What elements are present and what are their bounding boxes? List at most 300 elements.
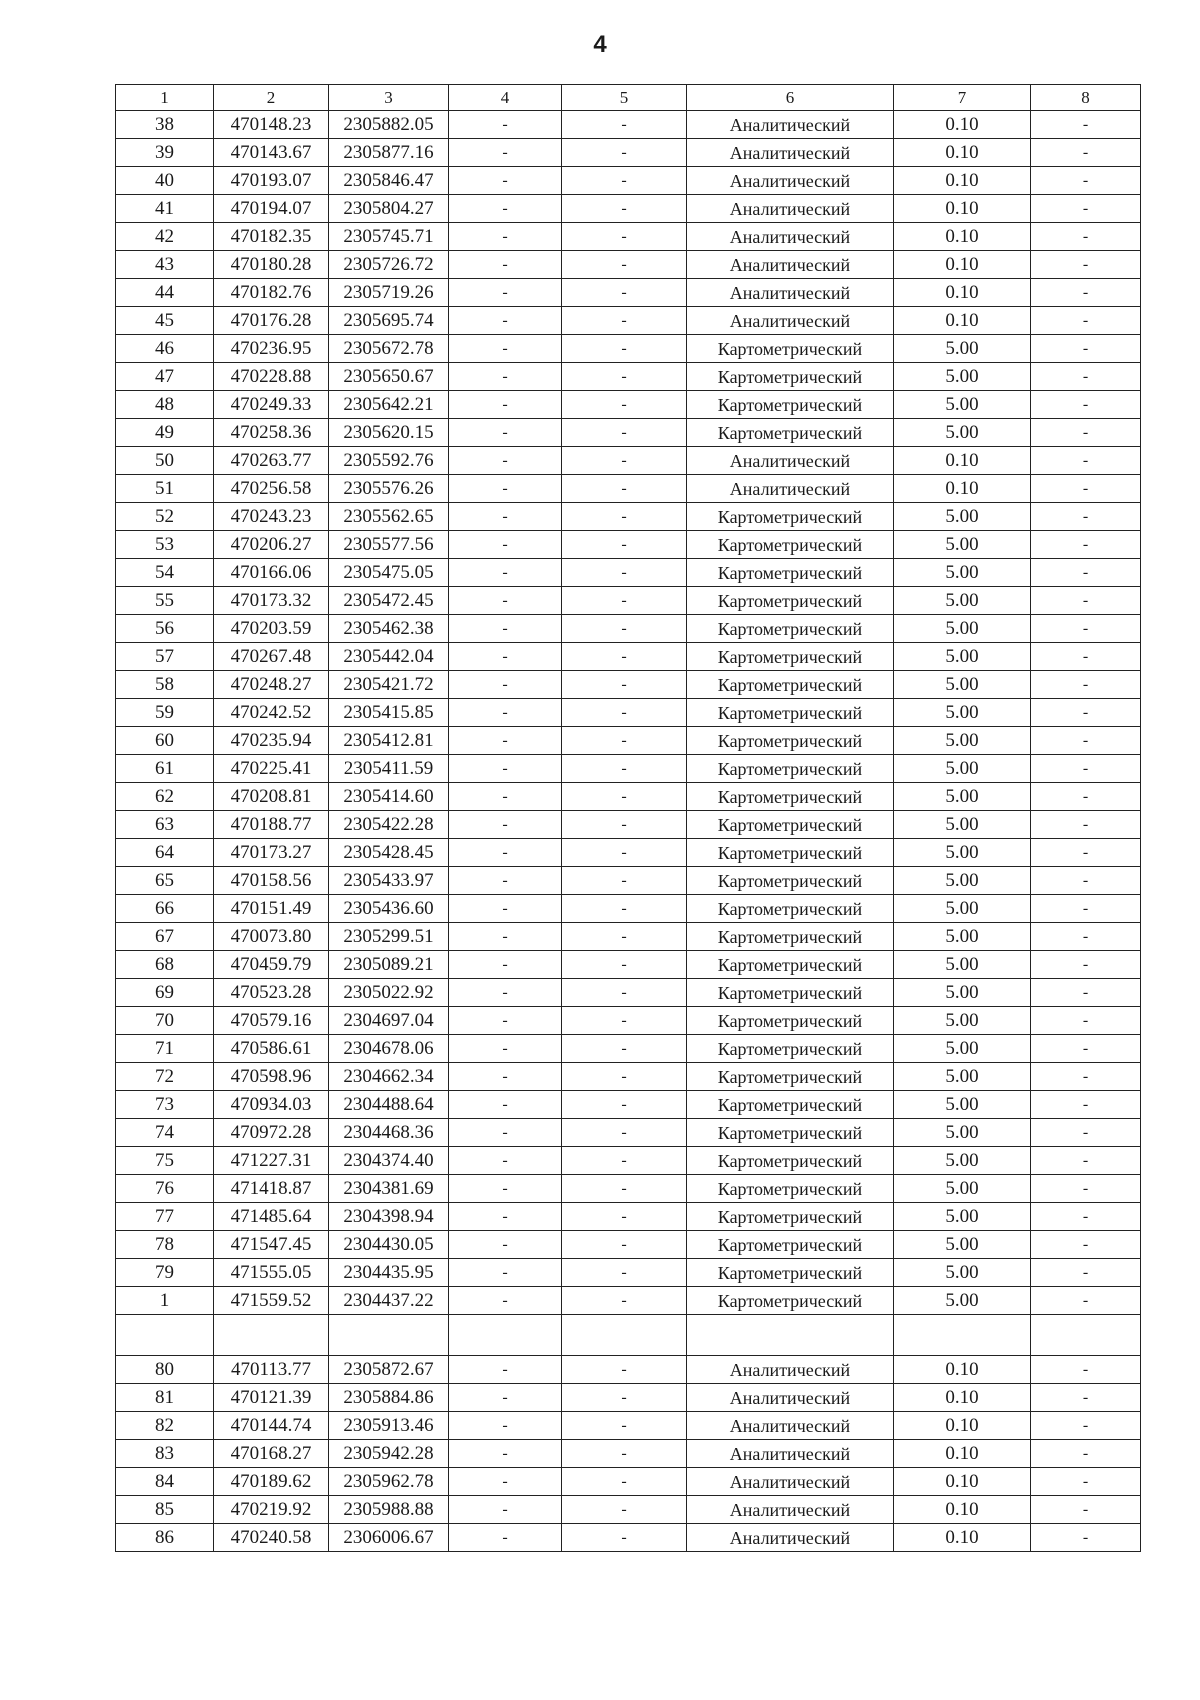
accuracy-cell: 0.10 [894,1356,1031,1384]
method-cell: Картометрический [687,839,894,867]
table-row [116,1259,1141,1287]
column-5-cell: - [562,391,687,419]
column-5-cell: - [562,251,687,279]
column-4-cell: - [449,671,562,699]
point-number-cell [116,1315,214,1356]
column-8-cell: - [1031,475,1141,503]
x-coordinate-cell: 470203.59 [214,615,329,643]
method-cell: Картометрический [687,1007,894,1035]
column-5-cell: - [562,755,687,783]
y-coordinate-cell: 2305877.16 [329,139,449,167]
column-4-cell: - [449,307,562,335]
table-row [116,363,1141,391]
column-5-cell: - [562,867,687,895]
point-number-cell: 51 [116,475,214,503]
method-cell: Картометрический [687,643,894,671]
column-4-cell: - [449,167,562,195]
point-number-cell: 56 [116,615,214,643]
table-row [116,1384,1141,1412]
method-cell: Картометрический [687,867,894,895]
column-8-cell: - [1031,755,1141,783]
point-number-cell: 79 [116,1259,214,1287]
x-coordinate-cell: 470240.58 [214,1524,329,1552]
point-number-cell: 52 [116,503,214,531]
column-4-cell: - [449,419,562,447]
table-row [116,1091,1141,1119]
column-4-cell: - [449,139,562,167]
column-4-cell: - [449,699,562,727]
table-row [116,1315,1141,1356]
point-number-cell: 68 [116,951,214,979]
method-cell: Картометрический [687,1203,894,1231]
column-4-cell: - [449,839,562,867]
y-coordinate-cell: 2304697.04 [329,1007,449,1035]
y-coordinate-cell: 2305414.60 [329,783,449,811]
column-4-cell: - [449,223,562,251]
accuracy-cell: 5.00 [894,1091,1031,1119]
table-row [116,951,1141,979]
table-row [116,615,1141,643]
y-coordinate-cell: 2305422.28 [329,811,449,839]
x-coordinate-cell: 470235.94 [214,727,329,755]
accuracy-cell: 5.00 [894,531,1031,559]
table-row [116,447,1141,475]
accuracy-cell: 5.00 [894,615,1031,643]
column-8-cell: - [1031,923,1141,951]
accuracy-cell: 0.10 [894,223,1031,251]
point-number-cell: 84 [116,1468,214,1496]
column-8-cell: - [1031,1147,1141,1175]
method-cell: Картометрический [687,391,894,419]
column-4-cell: - [449,1203,562,1231]
column-8-cell: - [1031,1035,1141,1063]
column-header: 2 [214,85,329,111]
method-cell: Аналитический [687,1524,894,1552]
table-row [116,1035,1141,1063]
y-coordinate-cell: 2305620.15 [329,419,449,447]
table-row [116,251,1141,279]
column-8-cell: - [1031,1063,1141,1091]
column-8-cell: - [1031,1231,1141,1259]
table-row [116,1119,1141,1147]
column-header: 1 [116,85,214,111]
table-row [116,671,1141,699]
accuracy-cell: 5.00 [894,671,1031,699]
column-8-cell: - [1031,1287,1141,1315]
column-4-cell: - [449,503,562,531]
y-coordinate-cell: 2305872.67 [329,1356,449,1384]
y-coordinate-cell: 2305415.85 [329,699,449,727]
point-number-cell: 48 [116,391,214,419]
column-4-cell: - [449,783,562,811]
column-5-cell: - [562,503,687,531]
point-number-cell: 46 [116,335,214,363]
column-4-cell: - [449,1287,562,1315]
x-coordinate-cell: 470173.32 [214,587,329,615]
method-cell: Картометрический [687,419,894,447]
accuracy-cell: 0.10 [894,111,1031,139]
method-cell: Аналитический [687,167,894,195]
column-8-cell: - [1031,867,1141,895]
method-cell: Картометрический [687,951,894,979]
x-coordinate-cell: 470934.03 [214,1091,329,1119]
point-number-cell: 74 [116,1119,214,1147]
table-row [116,391,1141,419]
method-cell: Картометрический [687,363,894,391]
accuracy-cell: 0.10 [894,139,1031,167]
column-4-cell: - [449,1063,562,1091]
method-cell: Картометрический [687,1175,894,1203]
column-4-cell: - [449,335,562,363]
accuracy-cell: 5.00 [894,923,1031,951]
point-number-cell: 53 [116,531,214,559]
accuracy-cell: 5.00 [894,755,1031,783]
table-row [116,587,1141,615]
y-coordinate-cell: 2305412.81 [329,727,449,755]
x-coordinate-cell: 470236.95 [214,335,329,363]
column-8-cell: - [1031,727,1141,755]
column-8-cell: - [1031,615,1141,643]
table-row [116,195,1141,223]
x-coordinate-cell: 470180.28 [214,251,329,279]
column-4-cell: - [449,363,562,391]
column-8-cell: - [1031,531,1141,559]
column-8-cell: - [1031,195,1141,223]
y-coordinate-cell: 2304468.36 [329,1119,449,1147]
column-4-cell: - [449,1231,562,1259]
method-cell: Картометрический [687,1063,894,1091]
column-5-cell: - [562,1175,687,1203]
point-number-cell: 85 [116,1496,214,1524]
table-row [116,699,1141,727]
point-number-cell: 43 [116,251,214,279]
column-5-cell: - [562,1119,687,1147]
y-coordinate-cell: 2304398.94 [329,1203,449,1231]
column-8-cell: - [1031,139,1141,167]
method-cell: Картометрический [687,1231,894,1259]
point-number-cell: 64 [116,839,214,867]
column-8-cell: - [1031,391,1141,419]
column-5-cell: - [562,671,687,699]
accuracy-cell: 0.10 [894,1496,1031,1524]
accuracy-cell: 5.00 [894,1175,1031,1203]
accuracy-cell: 5.00 [894,783,1031,811]
column-8-cell: - [1031,251,1141,279]
y-coordinate-cell: 2305913.46 [329,1412,449,1440]
column-8-cell: - [1031,363,1141,391]
table-row [116,811,1141,839]
y-coordinate-cell: 2305942.28 [329,1440,449,1468]
table-row [116,111,1141,139]
accuracy-cell: 0.10 [894,279,1031,307]
point-number-cell: 69 [116,979,214,1007]
point-number-cell: 65 [116,867,214,895]
point-number-cell: 70 [116,1007,214,1035]
column-4-cell: - [449,727,562,755]
y-coordinate-cell: 2304430.05 [329,1231,449,1259]
x-coordinate-cell: 470258.36 [214,419,329,447]
y-coordinate-cell: 2305592.76 [329,447,449,475]
point-number-cell: 40 [116,167,214,195]
column-5-cell: - [562,1496,687,1524]
column-5-cell: - [562,587,687,615]
y-coordinate-cell: 2305804.27 [329,195,449,223]
x-coordinate-cell: 470972.28 [214,1119,329,1147]
column-5-cell: - [562,1203,687,1231]
point-number-cell: 77 [116,1203,214,1231]
x-coordinate-cell: 470168.27 [214,1440,329,1468]
x-coordinate-cell: 470256.58 [214,475,329,503]
x-coordinate-cell: 470143.67 [214,139,329,167]
x-coordinate-cell: 470267.48 [214,643,329,671]
method-cell: Картометрический [687,335,894,363]
x-coordinate-cell: 471559.52 [214,1287,329,1315]
column-5-cell: - [562,895,687,923]
y-coordinate-cell: 2304374.40 [329,1147,449,1175]
method-cell: Картометрический [687,755,894,783]
accuracy-cell: 5.00 [894,363,1031,391]
column-5-cell: - [562,307,687,335]
column-5-cell: - [562,335,687,363]
column-4-cell: - [449,979,562,1007]
accuracy-cell: 0.10 [894,1468,1031,1496]
x-coordinate-cell: 471547.45 [214,1231,329,1259]
column-8-cell: - [1031,839,1141,867]
table-row [116,783,1141,811]
y-coordinate-cell: 2305562.65 [329,503,449,531]
page-number: 4 [593,31,607,58]
y-coordinate-cell: 2305642.21 [329,391,449,419]
accuracy-cell [894,1315,1031,1356]
column-8-cell: - [1031,1384,1141,1412]
point-number-cell: 81 [116,1384,214,1412]
column-8-cell: - [1031,335,1141,363]
column-4-cell: - [449,559,562,587]
method-cell: Картометрический [687,1091,894,1119]
accuracy-cell: 5.00 [894,1203,1031,1231]
table-row [116,1147,1141,1175]
column-5-cell: - [562,195,687,223]
point-number-cell: 80 [116,1356,214,1384]
method-cell: Аналитический [687,139,894,167]
y-coordinate-cell: 2305436.60 [329,895,449,923]
column-5-cell: - [562,139,687,167]
method-cell: Аналитический [687,475,894,503]
y-coordinate-cell: 2305421.72 [329,671,449,699]
accuracy-cell: 5.00 [894,867,1031,895]
point-number-cell: 75 [116,1147,214,1175]
column-8-cell: - [1031,951,1141,979]
column-5-cell: - [562,1468,687,1496]
point-number-cell: 61 [116,755,214,783]
table-row [116,979,1141,1007]
table-row [116,1356,1141,1384]
column-header: 4 [449,85,562,111]
column-8-cell: - [1031,503,1141,531]
point-number-cell: 39 [116,139,214,167]
y-coordinate-cell: 2305719.26 [329,279,449,307]
column-4-cell: - [449,587,562,615]
column-5-cell: - [562,1091,687,1119]
x-coordinate-cell: 470073.80 [214,923,329,951]
column-4-cell [449,1315,562,1356]
y-coordinate-cell: 2305846.47 [329,167,449,195]
method-cell: Аналитический [687,1440,894,1468]
column-8-cell: - [1031,1468,1141,1496]
method-cell: Аналитический [687,195,894,223]
x-coordinate-cell: 470225.41 [214,755,329,783]
accuracy-cell: 5.00 [894,587,1031,615]
accuracy-cell: 5.00 [894,1063,1031,1091]
table-row [116,223,1141,251]
table-row [116,475,1141,503]
column-4-cell: - [449,475,562,503]
point-number-cell: 72 [116,1063,214,1091]
accuracy-cell: 0.10 [894,307,1031,335]
table-row [116,1287,1141,1315]
y-coordinate-cell: 2305672.78 [329,335,449,363]
table-row [116,755,1141,783]
point-number-cell: 71 [116,1035,214,1063]
y-coordinate-cell: 2305442.04 [329,643,449,671]
column-5-cell: - [562,111,687,139]
column-5-cell [562,1315,687,1356]
accuracy-cell: 5.00 [894,335,1031,363]
column-8-cell: - [1031,279,1141,307]
column-4-cell: - [449,391,562,419]
column-8-cell: - [1031,1203,1141,1231]
column-8-cell: - [1031,671,1141,699]
x-coordinate-cell: 470248.27 [214,671,329,699]
x-coordinate-cell: 470166.06 [214,559,329,587]
accuracy-cell: 5.00 [894,1147,1031,1175]
x-coordinate-cell: 470182.35 [214,223,329,251]
column-8-cell: - [1031,1007,1141,1035]
point-number-cell: 67 [116,923,214,951]
column-5-cell: - [562,167,687,195]
column-5-cell: - [562,531,687,559]
column-4-cell: - [449,1496,562,1524]
column-5-cell: - [562,1063,687,1091]
column-4-cell: - [449,1147,562,1175]
column-5-cell: - [562,643,687,671]
accuracy-cell: 5.00 [894,727,1031,755]
y-coordinate-cell: 2305472.45 [329,587,449,615]
point-number-cell: 82 [116,1412,214,1440]
y-coordinate-cell: 2305022.92 [329,979,449,1007]
column-8-cell: - [1031,1091,1141,1119]
column-5-cell: - [562,475,687,503]
column-5-cell: - [562,279,687,307]
method-cell: Аналитический [687,307,894,335]
accuracy-cell: 5.00 [894,979,1031,1007]
column-5-cell: - [562,1231,687,1259]
method-cell: Картометрический [687,587,894,615]
accuracy-cell: 5.00 [894,643,1031,671]
accuracy-cell: 0.10 [894,475,1031,503]
column-5-cell: - [562,783,687,811]
method-cell: Картометрический [687,895,894,923]
table-row [116,643,1141,671]
accuracy-cell: 5.00 [894,391,1031,419]
y-coordinate-cell: 2305577.56 [329,531,449,559]
column-4-cell: - [449,1035,562,1063]
column-4-cell: - [449,1384,562,1412]
y-coordinate-cell: 2305299.51 [329,923,449,951]
column-4-cell: - [449,1440,562,1468]
column-8-cell: - [1031,1440,1141,1468]
column-5-cell: - [562,923,687,951]
point-number-cell: 62 [116,783,214,811]
x-coordinate-cell: 470598.96 [214,1063,329,1091]
column-5-cell: - [562,1384,687,1412]
coordinates-table [115,84,1141,1552]
column-5-cell: - [562,1035,687,1063]
x-coordinate-cell: 470148.23 [214,111,329,139]
column-4-cell: - [449,447,562,475]
column-8-cell: - [1031,643,1141,671]
method-cell: Картометрический [687,1147,894,1175]
table-row [116,895,1141,923]
point-number-cell: 55 [116,587,214,615]
accuracy-cell: 5.00 [894,1287,1031,1315]
x-coordinate-cell: 470208.81 [214,783,329,811]
accuracy-cell: 5.00 [894,895,1031,923]
column-4-cell: - [449,111,562,139]
column-4-cell: - [449,1175,562,1203]
column-4-cell: - [449,615,562,643]
point-number-cell: 73 [116,1091,214,1119]
x-coordinate-cell: 470459.79 [214,951,329,979]
x-coordinate-cell: 470194.07 [214,195,329,223]
method-cell: Аналитический [687,1496,894,1524]
y-coordinate-cell: 2305988.88 [329,1496,449,1524]
column-5-cell: - [562,615,687,643]
column-4-cell: - [449,1356,562,1384]
accuracy-cell: 5.00 [894,419,1031,447]
y-coordinate-cell [329,1315,449,1356]
point-number-cell: 49 [116,419,214,447]
table-row [116,279,1141,307]
x-coordinate-cell: 471418.87 [214,1175,329,1203]
column-8-cell: - [1031,223,1141,251]
x-coordinate-cell: 470188.77 [214,811,329,839]
column-5-cell: - [562,1356,687,1384]
table-row [116,1175,1141,1203]
table-row [116,335,1141,363]
column-8-cell: - [1031,895,1141,923]
method-cell: Аналитический [687,1384,894,1412]
y-coordinate-cell: 2304435.95 [329,1259,449,1287]
method-cell: Аналитический [687,223,894,251]
column-4-cell: - [449,755,562,783]
column-4-cell: - [449,1412,562,1440]
table-header-row [116,85,1141,111]
method-cell: Картометрический [687,531,894,559]
column-4-cell: - [449,1007,562,1035]
x-coordinate-cell: 470586.61 [214,1035,329,1063]
point-number-cell: 1 [116,1287,214,1315]
table-row [116,1440,1141,1468]
table-row [116,139,1141,167]
column-4-cell: - [449,951,562,979]
method-cell: Аналитический [687,251,894,279]
method-cell [687,1315,894,1356]
point-number-cell: 86 [116,1524,214,1552]
method-cell: Аналитический [687,447,894,475]
table-row [116,923,1141,951]
column-4-cell: - [449,1119,562,1147]
